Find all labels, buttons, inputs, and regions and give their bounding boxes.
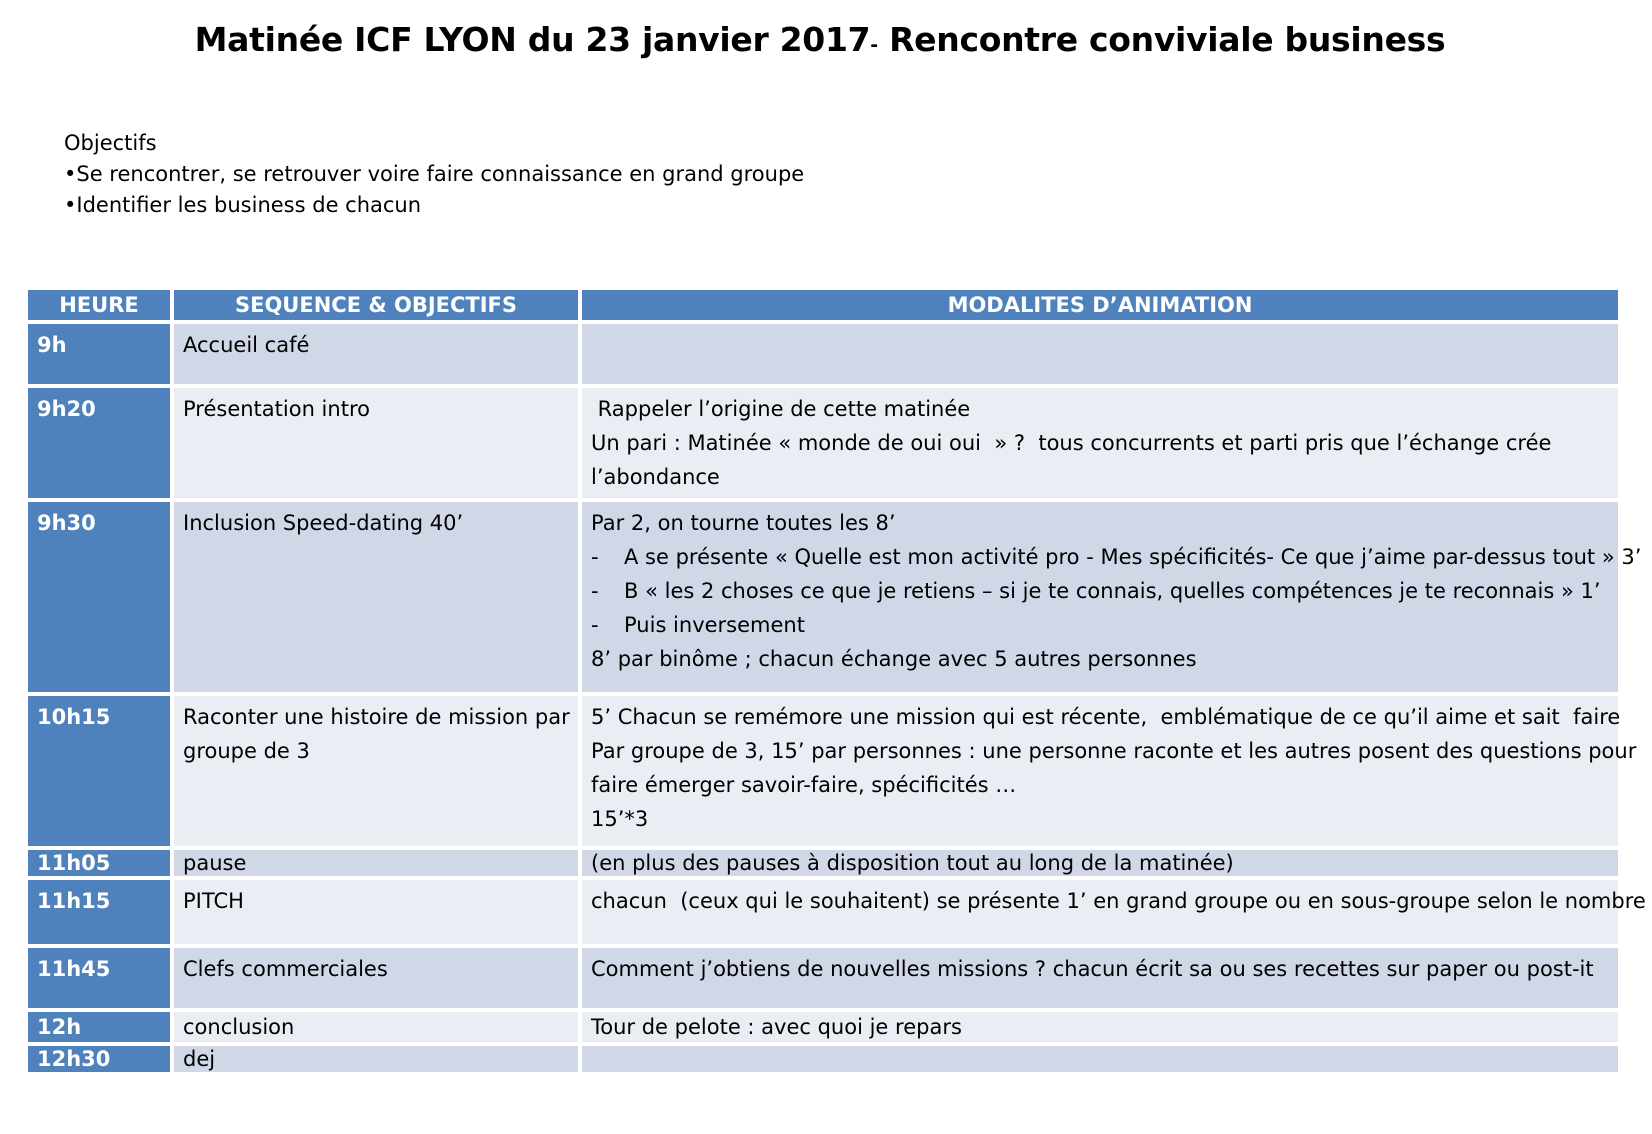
list-dash: - [591,613,599,637]
cell-sequence [174,1012,578,1042]
cell-sequence [174,1046,578,1072]
table-row [28,948,1618,1008]
table-row [28,696,1618,846]
modalites-line: faire émerger savoir-faire, spécificités … [591,773,1017,797]
modalites-line: chacun (ceux qui le souhaitent) se présente 1’ en grand groupe ou en sous-groupe selon le nombre [591,889,1646,913]
sequence-text: Présentation intro [183,397,370,421]
cell-heure: 10h15 [28,696,170,846]
title-separator: - [870,34,878,56]
modalites-line: Un pari : Matinée « monde de oui oui » ? tous concurrents et parti pris que l’échange crée [591,431,1552,455]
table-row [28,502,1618,692]
sequence-text: pause [183,851,247,875]
modalites-line: l’abondance [591,465,720,489]
sequence-text: conclusion [183,1015,295,1039]
modalites-list-item [591,540,1642,574]
cell-modalites [582,502,1642,692]
sequence-text: Accueil café [183,333,310,357]
cell-sequence [174,502,578,692]
sequence-text: Raconter une histoire de mission par [183,705,570,729]
cell-sequence [174,324,578,384]
modalites-intro: Par 2, on tourne toutes les 8’ [591,511,896,535]
list-dash: - [591,545,599,569]
cell-sequence [174,880,578,944]
list-dash: - [591,579,599,603]
objective-item: •Se rencontrer, se retrouver voire faire connaissance en grand groupe [64,162,805,186]
objectives-heading: Objectifs [64,131,157,155]
modalites-line: (en plus des pauses à disposition tout au long de la matinée) [591,851,1234,875]
agenda-table [24,286,1646,1076]
modalites-line: Rappeler l’origine de cette matinée [591,397,971,421]
sequence-text: dej [183,1047,216,1071]
cell-heure: 9h20 [28,388,170,498]
objective-item: •Identifier les business de chacun [64,193,422,217]
cell-heure: 12h [28,1012,170,1042]
modalites-line: 5’ Chacun se remémore une mission qui est récente, emblématique de ce qu’il aime et sait faire [591,705,1621,729]
cell-modalites [582,880,1646,944]
cell-sequence [174,696,578,846]
cell-modalites [582,388,1618,498]
cell-heure: 11h45 [28,948,170,1008]
modalites-line: Par groupe de 3, 15’ par personnes : une personne raconte et les autres posent des questions pour [591,739,1637,763]
cell-sequence [174,948,578,1008]
table-row [28,880,1618,944]
title-subtitle: Rencontre conviviale business [877,20,1446,59]
page-title [0,20,1640,59]
cell-heure: 11h05 [28,850,170,876]
modalites-line: 15’*3 [591,807,649,831]
objectives-block [64,128,804,221]
cell-heure: 12h30 [28,1046,170,1072]
header-modalites: MODALITES D’ANIMATION [582,290,1618,320]
header-sequence: SEQUENCE & OBJECTIFS [174,290,578,320]
cell-modalites [582,850,1618,876]
cell-sequence [174,388,578,498]
table-row [28,1012,1618,1042]
cell-modalites [582,948,1618,1008]
table-header-row [28,290,1618,320]
table-row [28,388,1618,498]
modalites-list-item [591,608,1608,642]
modalites-line: Comment j’obtiens de nouvelles missions ? chacun écrit sa ou ses recettes sur paper ou post-it [591,957,1594,981]
cell-heure: 11h15 [28,880,170,944]
sequence-text: groupe de 3 [183,739,310,763]
table-row [28,850,1618,876]
modalites-outro: 8’ par binôme ; chacun échange avec 5 autres personnes [591,647,1197,671]
cell-modalites [582,1046,1618,1072]
modalites-list-item [591,574,1608,608]
cell-modalites [582,696,1637,846]
title-main: Matinée ICF LYON du 23 janvier 2017 [194,20,871,59]
cell-heure: 9h [28,324,170,384]
cell-modalites [582,1012,1618,1042]
cell-sequence [174,850,578,876]
cell-modalites [582,324,1618,384]
sequence-text: PITCH [183,889,244,913]
sequence-text: Inclusion Speed-dating 40’ [183,511,464,535]
sequence-text: Clefs commerciales [183,957,388,981]
table-row [28,1046,1618,1072]
list-item-text: A se présente « Quelle est mon activité pro - Mes spécificités- Ce que j’aime par-dessus tout » 3’ [624,545,1642,569]
cell-heure: 9h30 [28,502,170,692]
list-item-text: B « les 2 choses ce que je retiens – si je te connais, quelles compétences je te reconnais » 1’ [624,579,1601,603]
header-heure: HEURE [28,290,170,320]
list-item-text: Puis inversement [624,613,805,637]
modalites-line: Tour de pelote : avec quoi je repars [591,1015,962,1039]
table-row [28,324,1618,384]
